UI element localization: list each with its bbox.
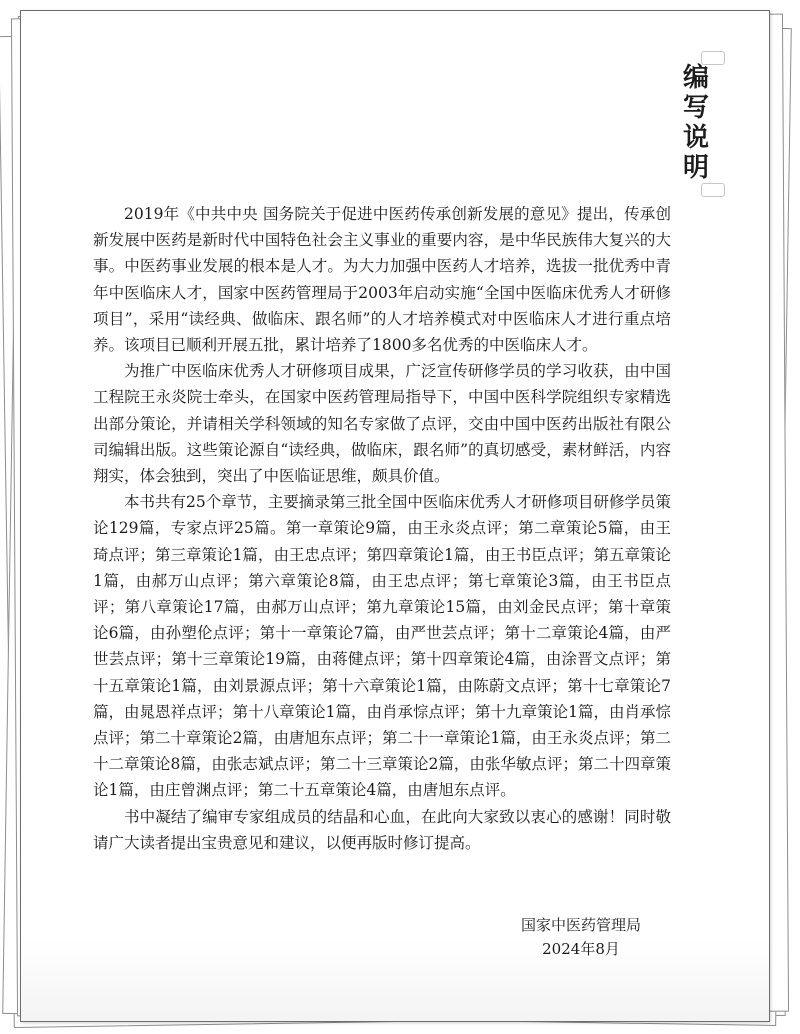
title-char: 明 [683,153,710,183]
signature-block [521,913,641,961]
paragraph: 2019年《中共中央 国务院关于促进中医药传承创新发展的意见》提出，传承创新发展中医药是新时代中国特色社会主义事业的重要内容，是中华民族伟大复兴的大事。中医药事业发展的根本是人才。为大力加强中医药人才培养，选拔一批优秀中青年中医临床人才，国家中医药管理局于2003年启动实施“全国中医临床优秀人才研修项目”，采用“读经典、做临床、跟名师”的人才培养模式对中医临床人才进行重点培养。该项目已顺利开展五批，累计培养了1800多名优秀的中医临床人才。 [93,205,671,355]
title-char: 编 [683,63,710,93]
paragraph: 书中凝结了编审专家组成员的结晶和心血，在此向大家致以衷心的感谢！同时敬请广大读者提出宝贵意见和建议，以便再版时修订提高。 [93,807,671,852]
paragraph: 本书共有25个章节，主要摘录第三批全国中医临床优秀人才研修项目研修学员策论129篇，专家点评25篇。第一章策论9篇，由王永炎点评；第二章策论5篇，由王琦点评；第三章策论1篇，由王忠点评；第四章策论1篇，由王书臣点评；第五章策论1篇，由郝万山点评；第六章策论8篇，由王忠点评；第七章策论3篇，由王书臣点评；第八章策论17篇，由郝万山点评；第九章策论15篇，由刘金民点评；第十章策论6篇，由孙塑伦点评；第十一章策论7篇，由严世芸点评；第十二章策论4篇，由严世芸点评；第十三章策论19篇，由蒋健点评；第十四章策论4篇，由涂晋文点评；第十五章策论1篇，由刘景源点评；第十六章策论1篇，由陈蔚文点评；第十七章策论7篇，由晁恩祥点评；第十八章策论1篇，由肖承悰点评；第十九章策论1篇，由肖承悰点评；第二十章策论2篇，由唐旭东点评；第二十一章策论1篇，由王永炎点评；第二十二章策论8篇，由张志斌点评；第二十三章策论2篇，由张华敏点评；第二十四章策论1篇，由庄曾渊点评；第二十五章策论4篇，由唐旭东点评。 [93,493,671,800]
signature-org: 国家中医药管理局 [521,916,642,934]
body-text [93,201,671,856]
signature-date: 2024年8月 [542,940,620,958]
page-title [683,63,709,183]
title-ornament-bottom [701,183,725,197]
paragraph: 为推广中医临床优秀人才研修项目成果，广泛宣传研修学员的学习收获，由中国工程院王永炎院士牵头，在国家中医药管理局指导下，中国中医科学院组织专家精选出部分策论，并请相关学科领域的知名专家做了点评，交由中国中医药出版社有限公司编辑出版。这些策论源自“读经典，做临床，跟名师”的真切感受，素材鲜活，内容翔实，体会独到，突出了中医临证思维，颇具价值。 [93,362,671,486]
title-char: 说 [683,123,710,153]
document-page [20,10,770,1022]
title-char: 写 [683,93,710,123]
